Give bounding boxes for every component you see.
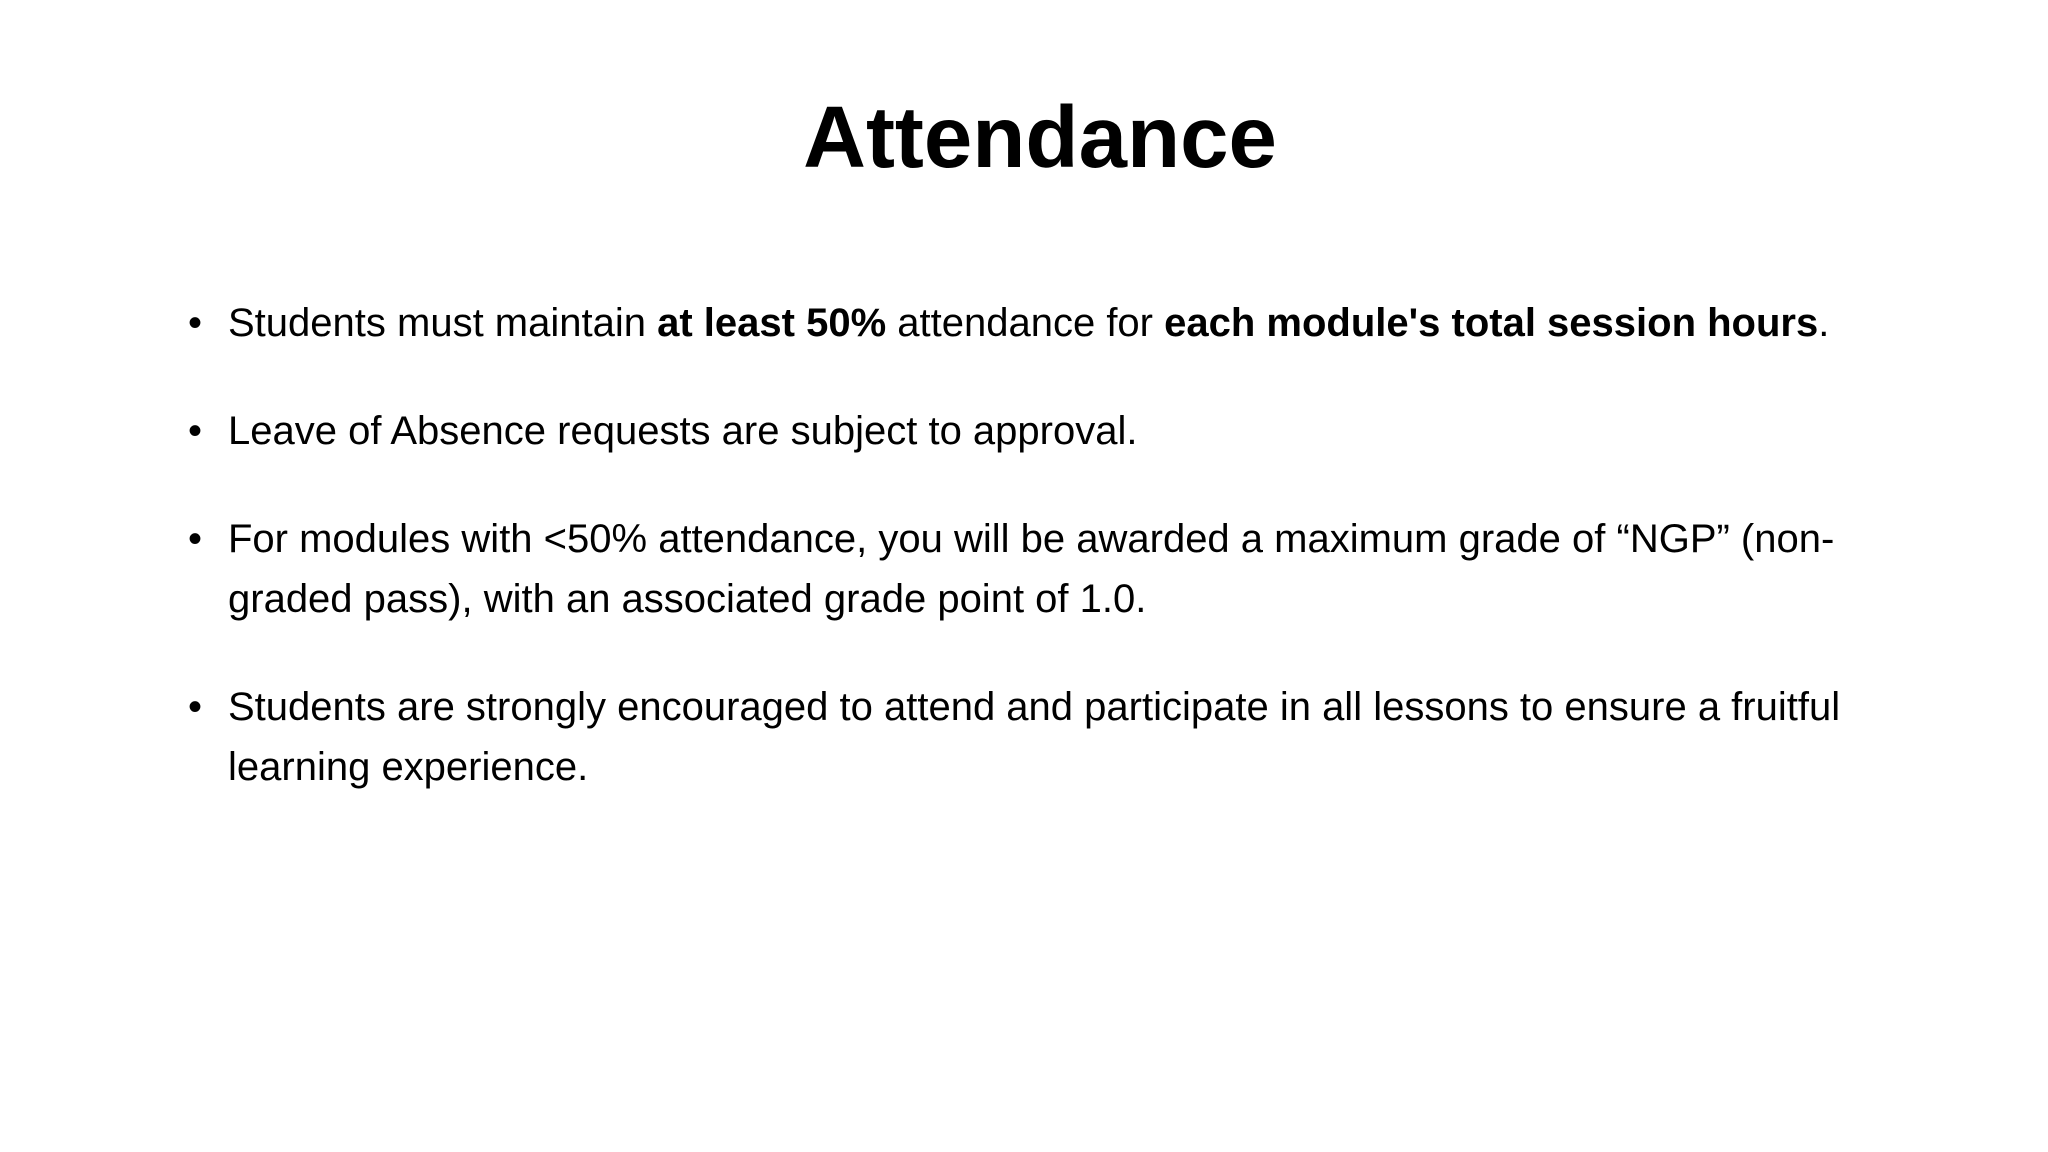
list-item: [188, 509, 1868, 629]
bullet-text: [228, 685, 1840, 789]
bullet-icon: •: [188, 517, 203, 561]
text-segment: Students must maintain: [228, 301, 658, 345]
list-item: [188, 293, 1868, 353]
bullet-icon: •: [188, 685, 203, 729]
text-segment: Leave of Absence requests are subject to approval.: [228, 409, 1138, 453]
bold-text-segment: each module's total session hours: [1164, 301, 1819, 345]
text-segment: attendance for: [886, 301, 1165, 345]
text-segment: .: [1818, 301, 1830, 345]
bullet-icon: •: [188, 301, 203, 345]
bullet-icon: •: [188, 409, 203, 453]
bullet-list: [188, 293, 1868, 845]
bullet-text: [228, 301, 1829, 345]
bold-text-segment: at least 50%: [657, 301, 887, 345]
bullet-text: [228, 517, 1834, 621]
text-segment: Students are strongly encouraged to attend and participate in all lessons to ensure a fruitful learning experience.: [228, 685, 1841, 789]
bullet-text: [228, 409, 1137, 453]
list-item: [188, 677, 1868, 797]
slide-title: Attendance: [803, 89, 1277, 186]
text-segment: For modules with <50% attendance, you will be awarded a maximum grade of “NGP” (non-graded pass), with an associated grade point of 1.0.: [228, 517, 1835, 621]
list-item: [188, 401, 1868, 461]
